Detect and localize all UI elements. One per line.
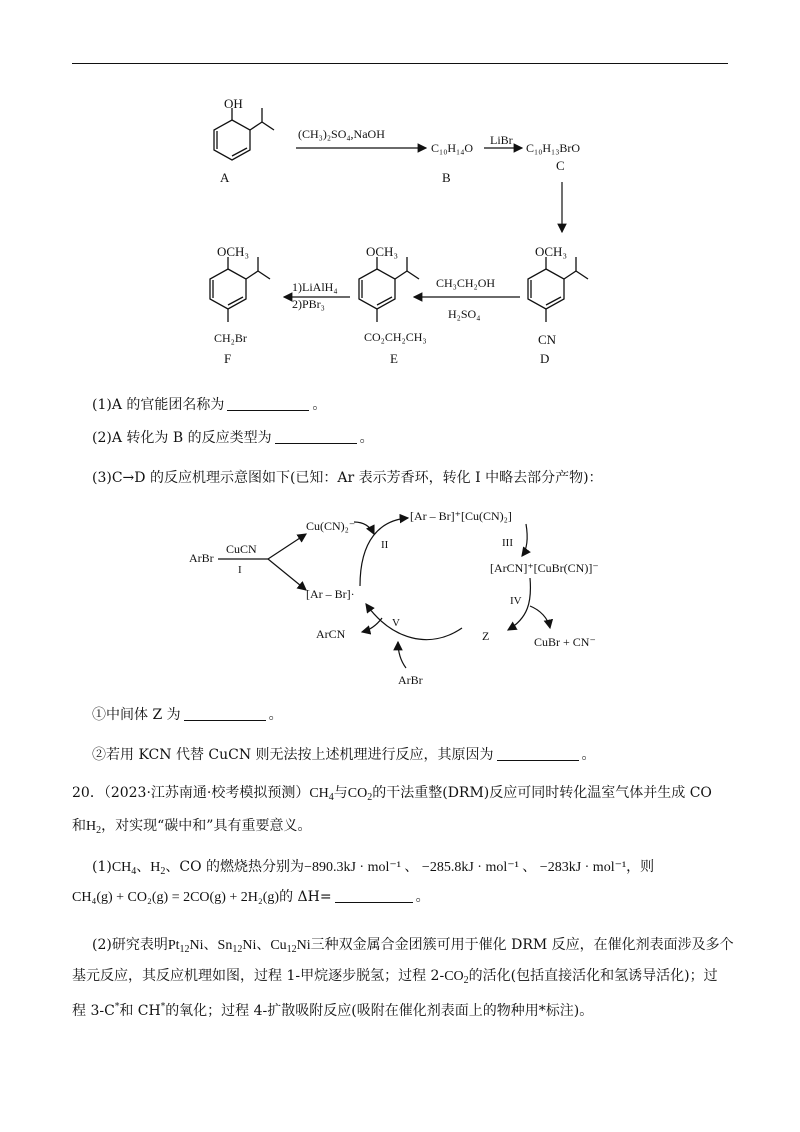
C-formula: C₁₀H₁₃BrO bbox=[526, 141, 581, 155]
reagent-A-B: (CH₃)₂SO₄,NaOH bbox=[298, 127, 385, 141]
ch4-formula: $CH_4$ bbox=[309, 786, 334, 803]
mech-III-label: III bbox=[502, 537, 513, 549]
C-label: C bbox=[556, 158, 565, 173]
mech-arcn-complex: [ArCN]⁺[CuBr(CN)]⁻ bbox=[490, 561, 599, 575]
mech-ArBr: ArBr bbox=[189, 551, 214, 565]
mech-ArBr-bottom: ArBr bbox=[398, 673, 423, 687]
mech-ar-br-left: [Ar – Br]· bbox=[306, 587, 355, 601]
mech-Z: Z bbox=[482, 629, 490, 643]
A-label: A bbox=[220, 170, 230, 185]
q20-part2-line2: 基元反应，其反应机理如图，过程 1-甲烷逐步脱氢；过程 $2-CO_2$的活化(包括直接活化和氢诱导活化)；过 bbox=[72, 968, 718, 986]
question-3: (3)C→D 的反应机理示意图如下(已知：Ar 表示芳香环，转化 I 中略去部分产物)： bbox=[92, 470, 603, 486]
reagent-E-F-top: 1)LiAlH₄ bbox=[292, 280, 338, 294]
mech-arrow-V bbox=[366, 604, 462, 640]
compound-A bbox=[214, 108, 274, 160]
reagent-E-F-bottom: 2)PBr₃ bbox=[292, 297, 325, 311]
h2-formula: $H_2$ bbox=[86, 819, 102, 836]
answer-blank-1[interactable] bbox=[227, 396, 309, 411]
F-top: OCH₃ bbox=[217, 244, 249, 259]
mech-arrow-product bbox=[362, 618, 382, 632]
reagent-D-E-top: CH₃CH₂OH bbox=[436, 276, 496, 290]
compound-F bbox=[210, 257, 270, 322]
mech-arrow-arbr-in bbox=[398, 642, 406, 668]
F-label: F bbox=[224, 351, 232, 366]
q20-line1: 20．（2023·江苏南通·校考模拟预测）$CH_4$与$CO_2$的干法重整(DRM)反应可同时转化温室气体并生成 CO bbox=[72, 785, 712, 803]
mech-II-label: II bbox=[381, 539, 389, 551]
drm-equation: CH₄(g) + CO₂(g) = 2CO(g) + 2H₂(g) bbox=[72, 890, 280, 905]
reagent-B-C: LiBr bbox=[490, 133, 513, 147]
E-bottom: CO₂CH₂CH₃ bbox=[364, 330, 427, 344]
D-top: OCH₃ bbox=[535, 244, 567, 259]
D-label: D bbox=[540, 351, 550, 366]
co2-formula: $CO_2$ bbox=[347, 786, 373, 803]
E-top: OCH₃ bbox=[366, 244, 398, 259]
q20-equation: CH₄(g) + CO₂(g) = 2CO(g) + 2H₂(g)的 ΔH= 。 bbox=[72, 889, 430, 905]
mech-branch-up bbox=[268, 534, 306, 559]
mech-ArCN: ArCN bbox=[316, 627, 346, 641]
mech-arrow-II bbox=[360, 518, 408, 586]
q20-part2-line3: 程 3-C*和 CH*的氧化；过程 4-扩散吸附反应(吸附在催化剂表面上的物种用*标注)。 bbox=[72, 1002, 594, 1019]
A-oh-label: OH bbox=[224, 96, 243, 111]
q20-part1: $(1)CH_4$、$H_2$、CO 的燃烧热分别为−890.3kJ · mol⁻¹ 、 −285.8kJ · mol⁻¹ 、 −283kJ · mol⁻¹，则 bbox=[92, 859, 655, 877]
answer-blank-2[interactable] bbox=[275, 429, 357, 444]
D-bottom: CN bbox=[538, 332, 557, 347]
mech-ar-br-top: [Ar – Br]⁺[Cu(CN)₂] bbox=[410, 509, 512, 523]
question-3b: ②若用 KCN 代替 CuCN 则无法按上述机理进行反应，其原因为 。 bbox=[92, 747, 596, 763]
question-1: (1)A 的官能团名称为 。 bbox=[92, 397, 327, 413]
mech-I-label: I bbox=[238, 564, 242, 576]
compound-E bbox=[359, 257, 419, 322]
question-2: (2)A 转化为 B 的反应类型为 。 bbox=[92, 430, 374, 446]
answer-blank-3b[interactable] bbox=[497, 746, 579, 761]
mech-cubr-cn: CuBr + CN⁻ bbox=[534, 635, 596, 649]
mech-cu-cn2: Cu(CN)₂⁻ bbox=[306, 519, 356, 533]
question-3a: ①中间体 Z 为 。 bbox=[92, 707, 283, 723]
F-bottom: CH₂Br bbox=[214, 331, 247, 345]
mech-CuCN: CuCN bbox=[226, 542, 257, 556]
mech-V-label: V bbox=[392, 617, 400, 629]
answer-blank-3a[interactable] bbox=[184, 706, 266, 721]
mech-arrow-II-curl bbox=[354, 522, 374, 534]
reagent-D-E-bottom: H₂SO₄ bbox=[448, 307, 481, 321]
mech-arrow-byproduct bbox=[530, 606, 550, 628]
B-formula: C₁₀H₁₄O bbox=[431, 141, 474, 155]
mechanism-diagram bbox=[189, 509, 599, 687]
q20-part2-line1: (2)研究表明$Pt_{12}Ni$、$Sn_{12}Ni$、$Cu_{12}Ni$三种双金属合金团簇可用于催化 DRM 反应，在催化剂表面涉及多个 bbox=[92, 937, 734, 955]
q20-line2: 和$H_2$，对实现“碳中和”具有重要意义。 bbox=[72, 818, 312, 836]
compound-D bbox=[528, 257, 588, 322]
mech-branch-down bbox=[268, 559, 306, 590]
E-label: E bbox=[390, 351, 398, 366]
B-label: B bbox=[442, 170, 451, 185]
combustion-values: −890.3kJ · mol⁻¹ 、 −285.8kJ · mol⁻¹ 、 −283kJ · mol⁻¹，则 bbox=[304, 860, 655, 875]
mech-arrow-III bbox=[522, 524, 527, 556]
mech-IV-label: IV bbox=[510, 595, 522, 607]
answer-blank-dh[interactable] bbox=[335, 888, 413, 903]
